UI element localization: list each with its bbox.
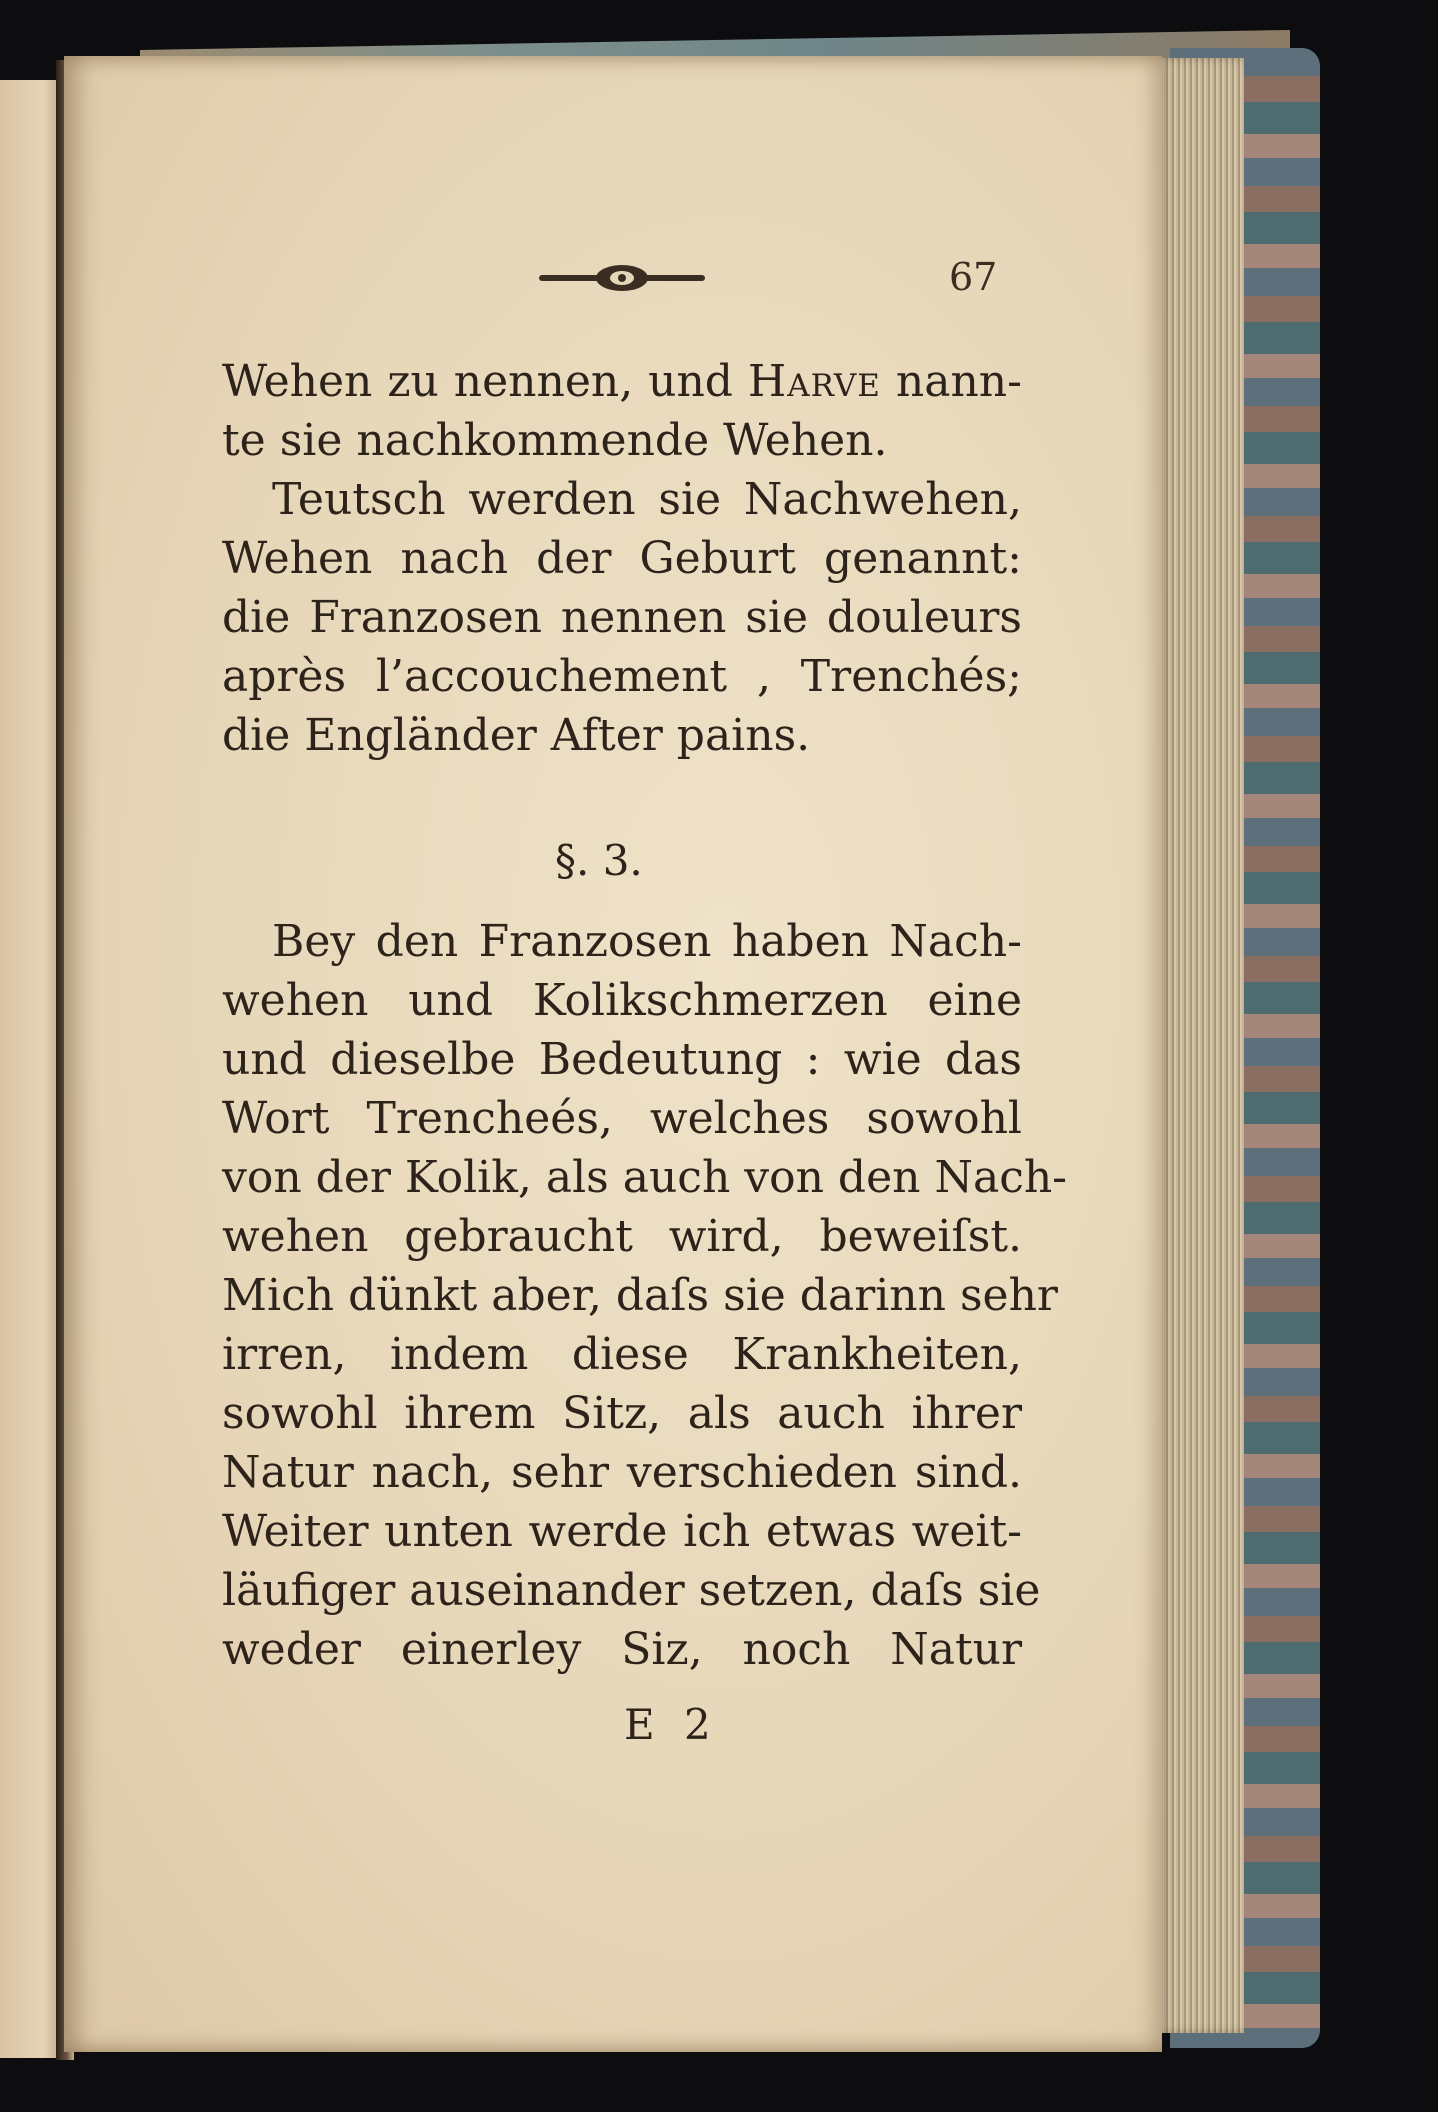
text-line: Teutsch werden sie Nachwehen, — [272, 474, 1022, 525]
text-line: Wehen zu nennen, und Harve nann- — [222, 356, 1022, 407]
text-line: Mich dünkt aber, daſs sie darinn sehr — [222, 1270, 1058, 1321]
section-heading: §. 3. — [555, 836, 643, 885]
page-number: 67 — [949, 255, 998, 299]
page-stack-edge — [1158, 58, 1244, 2033]
text-line: te sie nachkommende Wehen. — [222, 415, 888, 466]
text-line: die Franzosen nennen sie douleurs — [222, 592, 1022, 643]
text-line: wehen gebraucht wird, beweiſst. — [222, 1211, 1022, 1262]
paragraph-1 — [222, 352, 1022, 765]
text-line: Natur nach, sehr verschieden sind. — [222, 1447, 1022, 1498]
paragraph-2 — [222, 912, 1068, 1679]
text-line: Wehen nach der Geburt genannt: — [222, 533, 1022, 584]
text-line: die Engländer After pains. — [222, 710, 811, 761]
text-line: Wort Trencheés, welches sowohl — [222, 1093, 1022, 1144]
text-line: sowohl ihrem Sitz, als auch ihrer — [222, 1388, 1022, 1439]
page-header — [537, 255, 1017, 305]
text-line: Bey den Franzosen haben Nach- — [272, 916, 1022, 967]
text-line: Weiter unten werde ich etwas weit- — [222, 1506, 1022, 1557]
header-ornament-icon — [537, 263, 707, 293]
facing-page-edge — [0, 80, 62, 2058]
text-line: wehen und Kolikschmerzen eine — [222, 975, 1022, 1026]
text-line: und dieselbe Bedeutung : wie das — [222, 1034, 1022, 1085]
text-line: von der Kolik, als auch von den Nach- — [222, 1152, 1068, 1203]
text-line: läufiger auseinander setzen, daſs sie — [222, 1565, 1041, 1616]
author-name-harve: Harve — [747, 356, 881, 407]
text-line: irren, indem diese Krankheiten, — [222, 1329, 1022, 1380]
text-line: weder einerley Siz, noch Natur — [222, 1624, 1022, 1675]
text-line: après l’accouchement , Trenchés; — [222, 651, 1022, 702]
printer-signature-mark: E 2 — [624, 1700, 719, 1749]
